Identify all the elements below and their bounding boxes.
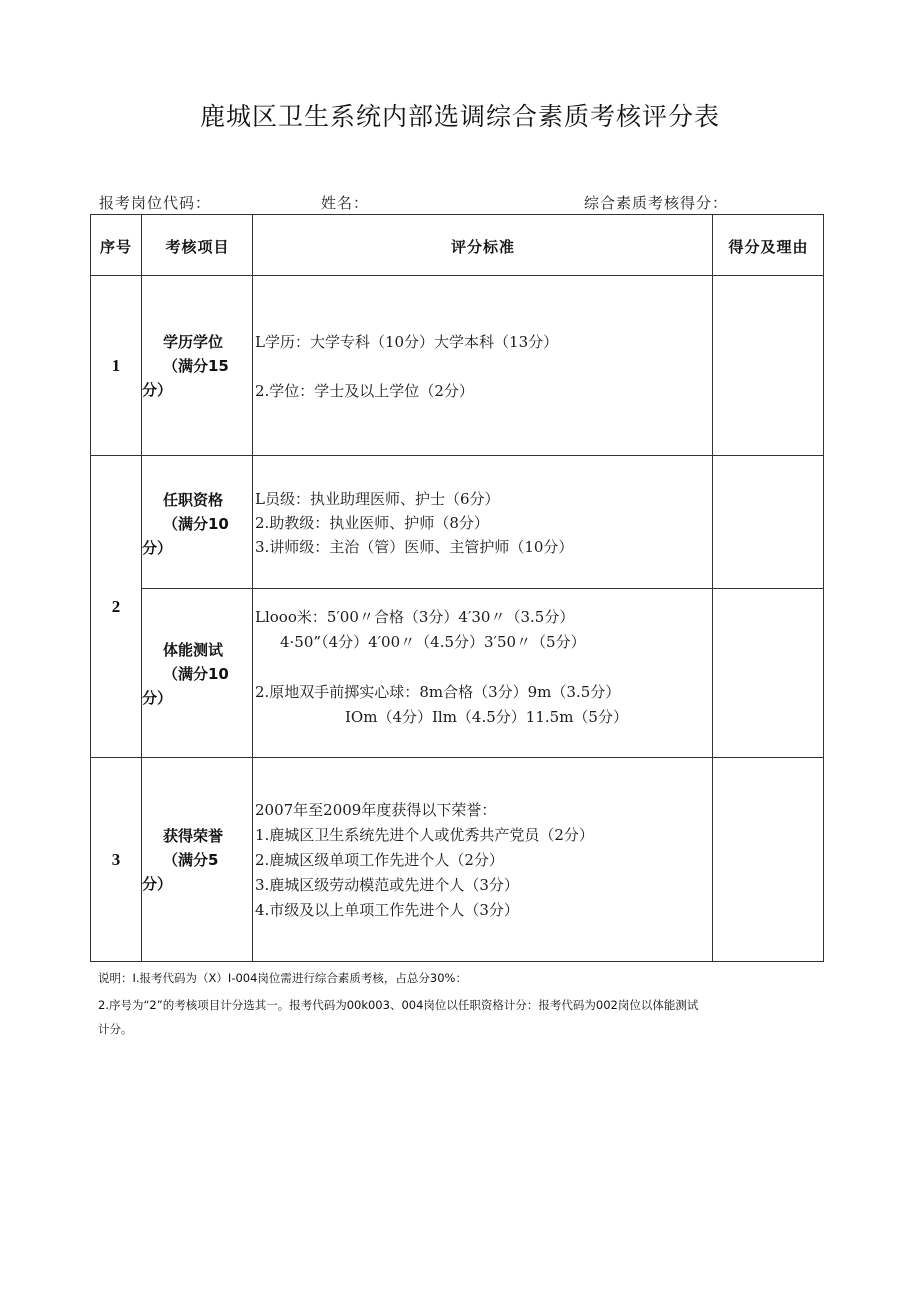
row2b-criteria-line: Llooo米：5′00〃合格（3分）4′30〃（3.5分） (255, 608, 575, 626)
header-item: 考核项目 (165, 238, 230, 256)
score-label: 综合素质考核得分： (584, 194, 729, 212)
row3-item-line1: 获得荣誉 (163, 827, 224, 845)
header-score: 得分及理由 (728, 238, 809, 256)
row2b-criteria-line: IOm（4分）Ilm（4.5分）11.5m（5分） (345, 708, 628, 726)
row3-criteria-line: 4.市级及以上单项工作先进个人（3分） (255, 901, 519, 919)
row2a-item-line2: （满分10 (163, 515, 229, 533)
row2b-criteria-line: 4·50”（4分）4′00〃（4.5分）3′50〃（5分） (280, 633, 586, 651)
name-label: 姓名： (321, 194, 370, 212)
note-line: 说明：I.报考代码为（X）I-004岗位需进行综合素质考核，占总分30%： (98, 971, 467, 985)
row2b-item-line1: 体能测试 (163, 641, 224, 659)
row2b-item-line3: 分） (142, 689, 173, 707)
row3-item-line3: 分） (142, 875, 173, 893)
row1-criteria-line: L学历：大学专科（10分）大学本科（13分） (255, 333, 559, 351)
row1-no: 1 (111, 356, 121, 375)
row3-criteria-line: 3.鹿城区级劳动模范或先进个人（3分） (255, 876, 519, 894)
row2b-item-line2: （满分10 (163, 665, 229, 683)
note-line: 计分。 (98, 1022, 133, 1036)
row3-item-line2: （满分5 (163, 851, 219, 869)
row2a-item-line3: 分） (142, 539, 173, 557)
row2a-item-line1: 任职资格 (163, 491, 224, 509)
header-no: 序号 (99, 238, 132, 256)
row2b-criteria-line: 2.原地双手前掷实心球：8m合格（3分）9m（3.5分） (255, 683, 621, 701)
row1-item-line2: （满分15 (163, 357, 229, 375)
row3-criteria-line: 1.鹿城区卫生系统先进个人或优秀共产党员（2分） (255, 826, 594, 844)
header-criteria: 评分标准 (450, 238, 515, 256)
row3-no: 3 (111, 850, 121, 869)
position-code-label: 报考岗位代码： (99, 194, 212, 212)
note-line: 2.序号为“2”的考核项目计分选其一。报考代码为00k003、004岗位以任职资格计分：报考代码为002岗位以体能测试 (98, 998, 699, 1012)
row3-criteria-line: 2.鹿城区级单项工作先进个人（2分） (255, 851, 504, 869)
row1-item-line1: 学历学位 (163, 333, 224, 351)
document-title: 鹿城区卫生系统内部选调综合素质考核评分表 (199, 102, 720, 131)
row2-no: 2 (111, 597, 121, 616)
row1-criteria-line: 2.学位：学士及以上学位（2分） (255, 382, 474, 400)
row2a-criteria-line: L员级：执业助理医师、护士（6分） (255, 490, 500, 508)
row3-criteria-line: 2007年至2009年度获得以下荣誉： (255, 801, 497, 819)
row2a-criteria-line: 3.讲师级：主治（管）医师、主管护师（10分） (255, 538, 574, 556)
row2a-criteria-line: 2.助教级：执业医师、护师（8分） (255, 514, 489, 532)
row1-item-line3: 分） (142, 381, 173, 399)
